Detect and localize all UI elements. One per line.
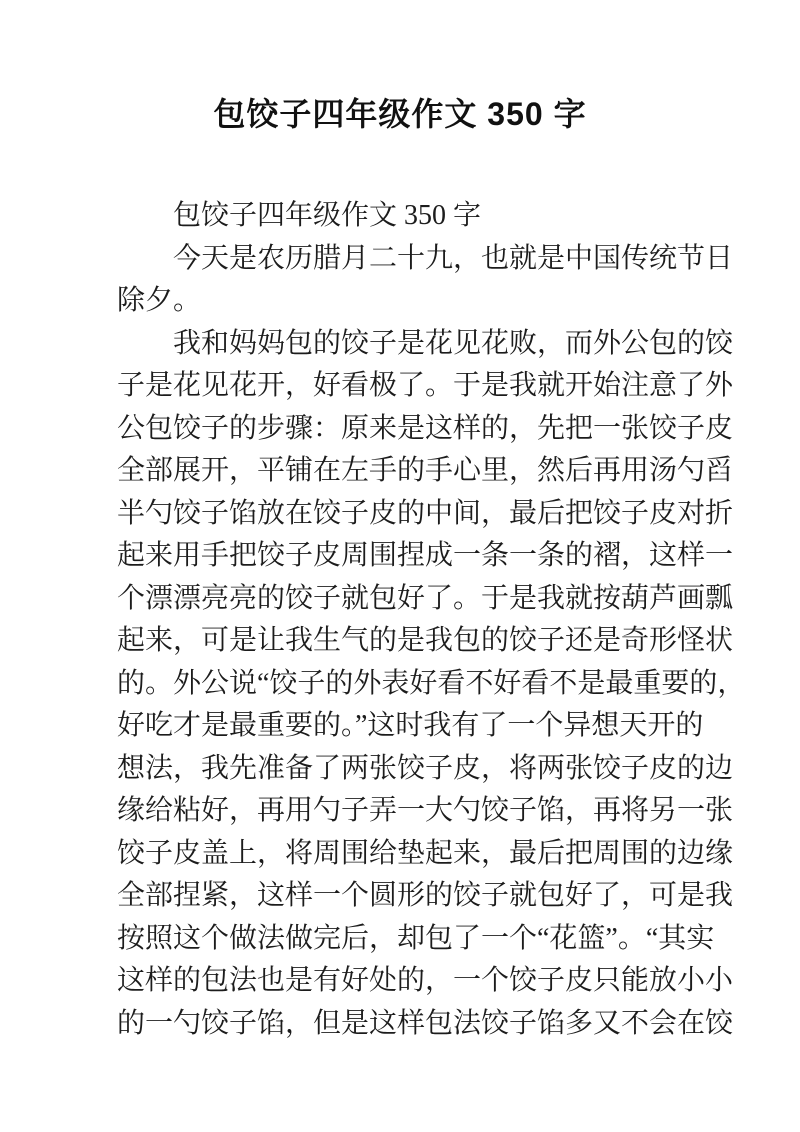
text-line: 今天是农历腊月二十九，也就是中国传统节日 [173,242,734,274]
text-line: 全部展开，平铺在左手的手心里，然后再用汤勺舀 [117,455,734,486]
text-line: 饺子皮盖上，将周围给垫起来，最后把周围的边缘 [117,837,734,869]
text-line: 按照这个做法做完后，却包了一个“花篮”。“其实 [117,922,715,954]
text-line: 这样的包法也是有好处的，一个饺子皮只能放小小 [117,965,734,996]
document-body [117,195,746,1045]
document-title: 包饺子四年级作文 350 字 [213,96,587,132]
text-line: 想法，我先准备了两张饺子皮，将两张饺子皮的边 [117,752,734,784]
text-line: 我和妈妈包的饺子是花见花败，而外公包的饺 [173,327,734,359]
text-line: 的一勺饺子馅，但是这样包法饺子馅多又不会在饺 [117,1007,734,1039]
text-line: 起来，可是让我生气的是我包的饺子还是奇形怪状 [117,625,734,656]
text-line: 子是花见花开，好看极了。于是我就开始注意了外 [117,370,734,401]
text-line: 个漂漂亮亮的饺子就包好了。于是我就按葫芦画瓢 [117,582,734,614]
text-line: 全部捏紧，这样一个圆形的饺子就包好了，可是我 [117,880,734,911]
text-line: 除夕。 [117,285,202,316]
text-line: 半勺饺子馅放在饺子皮的中间，最后把饺子皮对折 [117,497,734,529]
text-line: 的。外公说“饺子的外表好看不好看不是最重要的， [117,667,746,699]
text-line: 缘给粘好，再用勺子弄一大勺饺子馅，再将另一张 [117,795,734,826]
text-line: 起来用手把饺子皮周围捏成一条一条的褶，这样一 [117,540,734,571]
text-line: 包饺子四年级作文 350 字 [173,200,482,231]
text-line: 好吃才是最重要的。”这时我有了一个异想天开的 [117,710,704,741]
text-line: 公包饺子的步骤：原来是这样的，先把一张饺子皮 [117,412,734,444]
